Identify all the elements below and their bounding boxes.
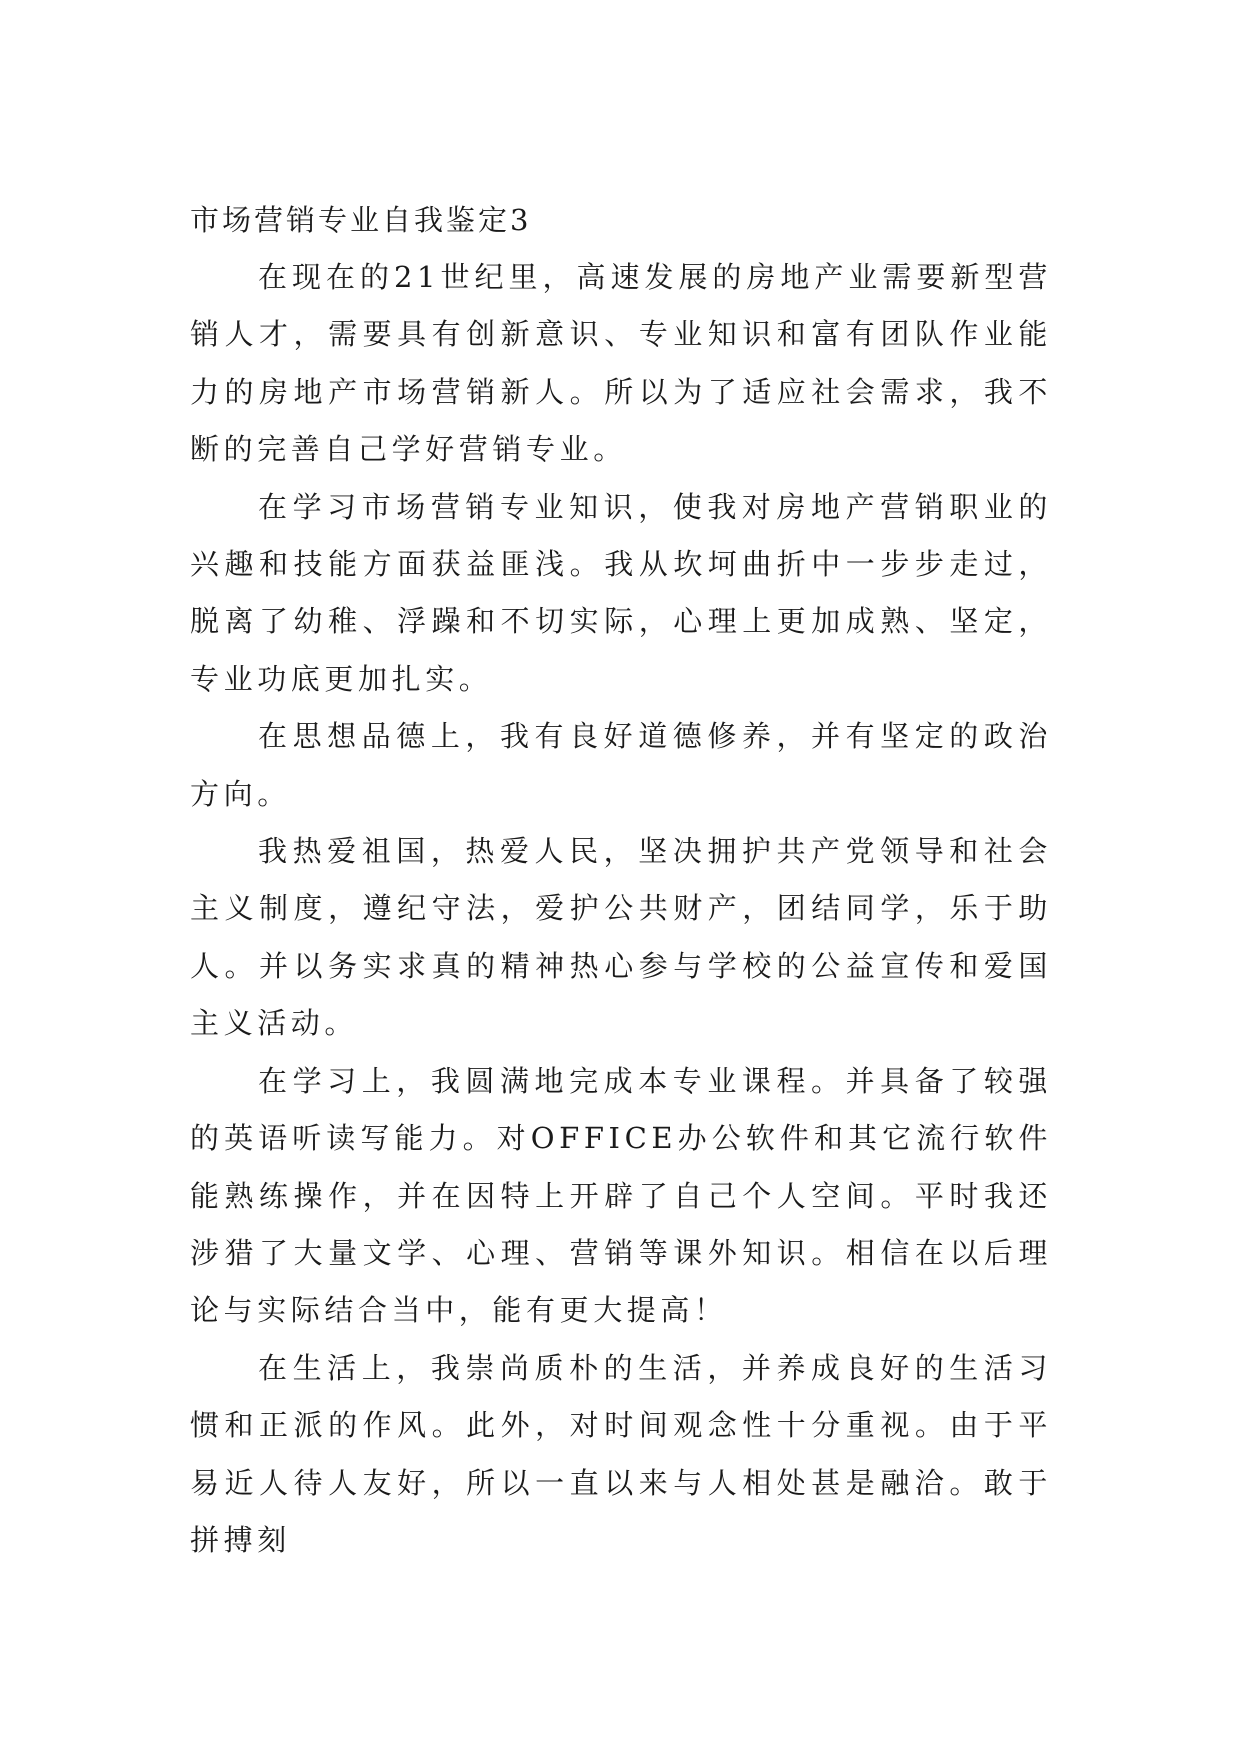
paragraph-study-marketing: 在学习市场营销专业知识，使我对房地产营销职业的兴趣和技能方面获益匪浅。我从坎坷曲折中一步步走过，脱离了幼稚、浮躁和不切实际，心理上更加成熟、坚定，专业功底更加扎实。 xyxy=(190,489,1052,696)
paragraph-academics: 在学习上，我圆满地完成本专业课程。并具备了较强的英语听读写能力。对OFFICE办公软件和其它流行软件能熟练操作，并在因特上开辟了自己个人空间。平时我还涉猎了大量文学、心理、营销等课外知识。相信在以后理论与实际结合当中，能有更大提高！ xyxy=(190,1063,1052,1328)
paragraph-patriotism: 我热爱祖国，热爱人民，坚决拥护共产党领导和社会主义制度，遵纪守法，爱护公共财产，团结同学，乐于助人。并以务实求真的精神热心参与学校的公益宣传和爱国主义活动。 xyxy=(190,834,1052,1041)
paragraph-morality: 在思想品德上，我有良好道德修养，并有坚定的政治方向。 xyxy=(190,719,1052,811)
document-body xyxy=(190,192,1052,1569)
paragraph-intro: 在现在的21世纪里，高速发展的房地产业需要新型营销人才，需要具有创新意识、专业知识和富有团队作业能力的房地产市场营销新人。所以为了适应社会需求，我不断的完善自己学好营销专业。 xyxy=(190,260,1052,467)
paragraph-life: 在生活上，我崇尚质朴的生活，并养成良好的生活习惯和正派的作风。此外，对时间观念性十分重视。由于平易近人待人友好，所以一直以来与人相处甚是融洽。敢于拼搏刻 xyxy=(190,1350,1052,1557)
document-title: 市场营销专业自我鉴定3 xyxy=(190,203,532,237)
